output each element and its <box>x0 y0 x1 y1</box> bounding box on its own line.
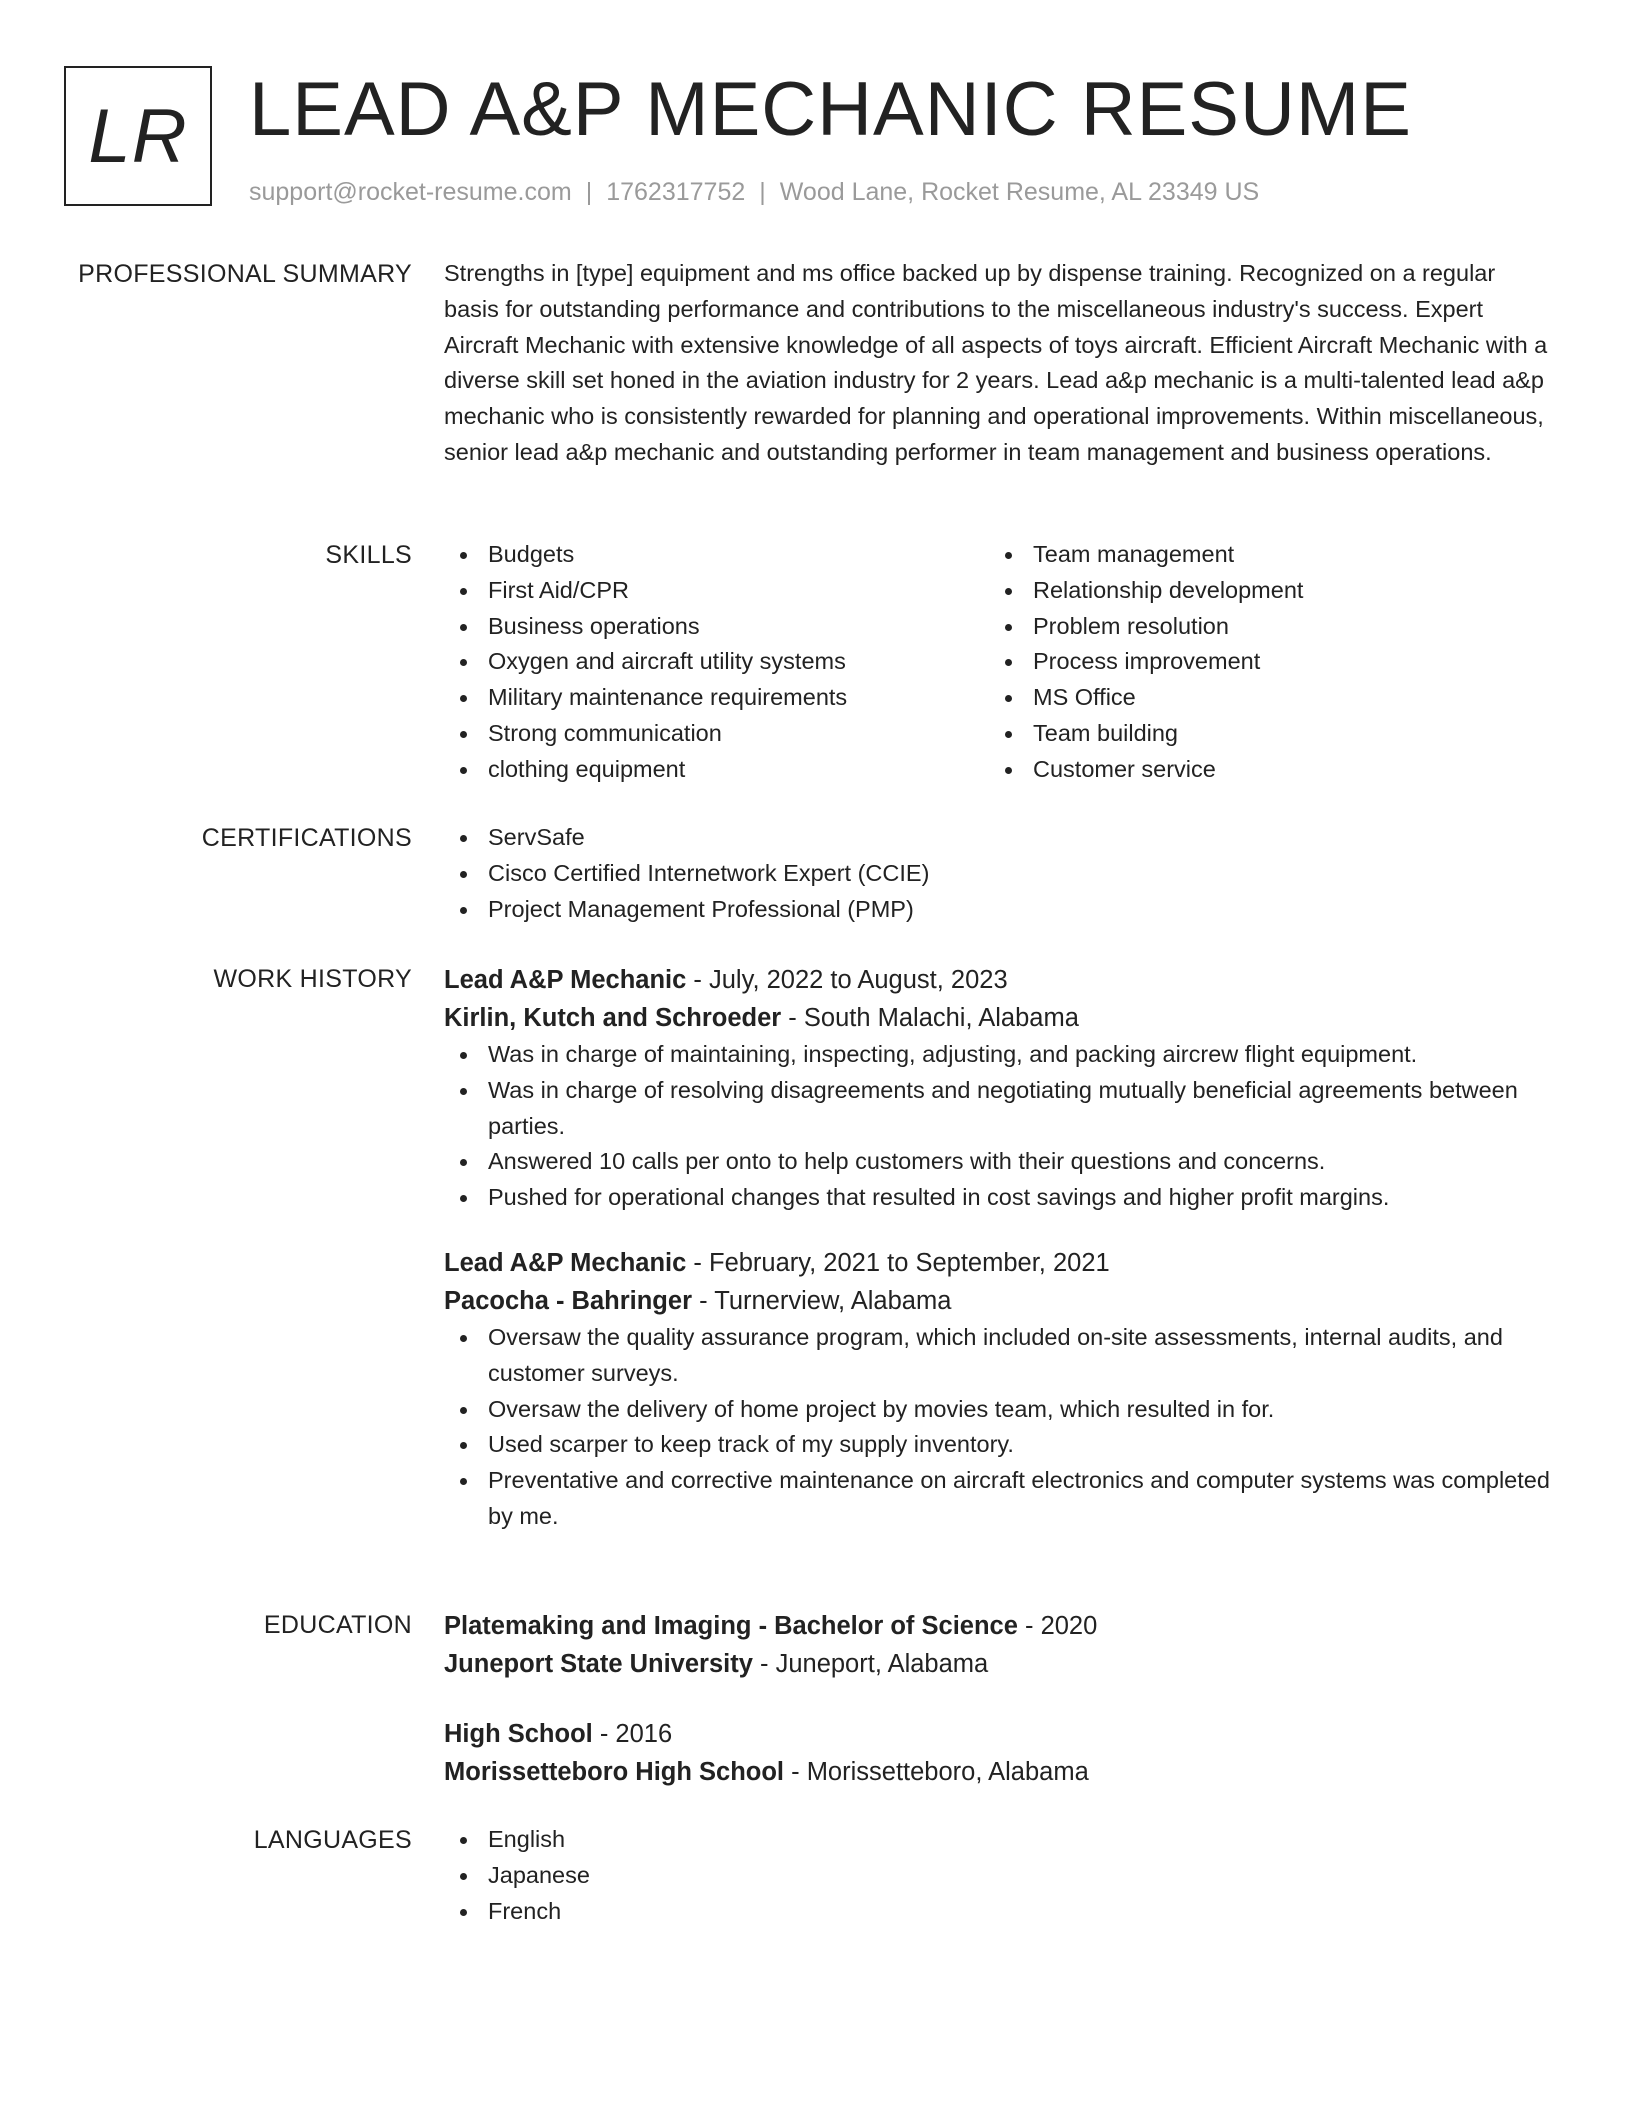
job-company-line <box>444 999 1556 1037</box>
job-dates: - February, 2021 to September, 2021 <box>686 1248 1110 1277</box>
list-item: Process improvement <box>989 644 1534 680</box>
job-title: Lead A&P Mechanic <box>444 1248 687 1277</box>
list-item: Customer service <box>989 752 1534 788</box>
list-item: clothing equipment <box>444 752 989 788</box>
contact-phone: 1762317752 <box>606 178 746 206</box>
certifications-list <box>444 820 1556 927</box>
section-label: LANGUAGES <box>253 1826 412 1854</box>
list-item: Cisco Certified Internetwork Expert (CCIE) <box>444 856 1556 892</box>
section-label: CERTIFICATIONS <box>201 824 412 852</box>
list-item: First Aid/CPR <box>444 573 989 609</box>
degree-line <box>444 1607 1556 1645</box>
job-entry <box>444 1244 1556 1535</box>
school-line <box>444 1753 1556 1791</box>
list-item: Relationship development <box>989 573 1534 609</box>
section-label: PROFESSIONAL SUMMARY <box>78 260 412 288</box>
degree: High School <box>444 1720 593 1748</box>
contact-email[interactable]: support@rocket-resume.com <box>249 178 572 206</box>
job-dates: - July, 2022 to August, 2023 <box>686 966 1008 994</box>
list-item: MS Office <box>989 680 1534 716</box>
list-item: Team management <box>989 537 1534 573</box>
list-item: Budgets <box>444 537 989 573</box>
page-title: LEAD A&P MECHANIC RESUME <box>249 67 1412 152</box>
job-title-line <box>444 1244 1556 1282</box>
list-item: Preventative and corrective maintenance on aircraft electronics and computer systems was completed by me. <box>444 1463 1556 1535</box>
list-item: Answered 10 calls per onto to help customers with their questions and concerns. <box>444 1144 1556 1180</box>
graduation-year: - 2016 <box>592 1720 673 1748</box>
list-item: Problem resolution <box>989 609 1534 645</box>
contact-line <box>249 174 1259 210</box>
job-company: Kirlin, Kutch and Schroeder <box>444 1004 782 1032</box>
list-item: French <box>444 1894 1556 1930</box>
list-item: Project Management Professional (PMP) <box>444 892 1556 928</box>
list-item: Japanese <box>444 1858 1556 1894</box>
job-company: Pacocha - Bahringer <box>444 1286 692 1315</box>
list-item: Military maintenance requirements <box>444 680 989 716</box>
degree: Platemaking and Imaging - Bachelor of Science <box>444 1612 1018 1640</box>
summary-text: Strengths in [type] equipment and ms office backed up by dispense training. Recognized on a regular basis for outstanding performance and contributions to the miscellaneous industry's success. Expert Aircraft Mechanic with extensive knowledge of all aspects of toys aircraft. Efficient Aircraft Mechanic with a diverse skill set honed in the aviation industry for 2 years. Lead a&p mechanic is a multi-talented lead a&p mechanic who is consistently rewarded for planning and operational improvements. Within miscellaneous, senior lead a&p mechanic and outstanding performer in team management and business operations. <box>444 260 1548 465</box>
list-item: Oxygen and aircraft utility systems <box>444 644 989 680</box>
school: Juneport State University <box>444 1650 753 1678</box>
skills-list-left <box>444 537 989 788</box>
education-entry <box>444 1607 1556 1683</box>
skills-list-right <box>989 537 1534 788</box>
education-entry <box>444 1715 1556 1791</box>
job-title-line <box>444 961 1556 999</box>
list-item: Oversaw the quality assurance program, which included on-site assessments, internal audits, and customer surveys. <box>444 1320 1556 1392</box>
list-item: Was in charge of resolving disagreements and negotiating mutually beneficial agreements between parties. <box>444 1073 1556 1145</box>
section-label: SKILLS <box>325 541 412 569</box>
contact-address: Wood Lane, Rocket Resume, AL 23349 US <box>779 178 1260 206</box>
degree-line <box>444 1715 1556 1753</box>
list-item: Used scarper to keep track of my supply inventory. <box>444 1427 1556 1463</box>
school-line <box>444 1645 1556 1683</box>
list-item: English <box>444 1822 1556 1858</box>
job-location: - Turnerview, Alabama <box>692 1286 952 1315</box>
job-company-line <box>444 1282 1556 1320</box>
list-item: Was in charge of maintaining, inspecting, adjusting, and packing aircrew flight equipment. <box>444 1037 1556 1073</box>
monogram-logo: LR <box>64 66 212 206</box>
job-bullets <box>444 1320 1556 1535</box>
graduation-year: - 2020 <box>1017 1612 1098 1640</box>
list-item: Strong communication <box>444 716 989 752</box>
section-label: WORK HISTORY <box>213 965 412 993</box>
list-item: Business operations <box>444 609 989 645</box>
list-item: Pushed for operational changes that resulted in cost savings and higher profit margins. <box>444 1180 1556 1216</box>
job-bullets <box>444 1037 1556 1216</box>
list-item: ServSafe <box>444 820 1556 856</box>
job-location: - South Malachi, Alabama <box>781 1004 1079 1032</box>
job-entry <box>444 961 1556 1216</box>
resume-header <box>64 66 1564 210</box>
languages-list <box>444 1822 1556 1929</box>
job-title: Lead A&P Mechanic <box>444 966 687 994</box>
contact-separator: | <box>585 178 593 206</box>
list-item: Oversaw the delivery of home project by movies team, which resulted in for. <box>444 1392 1556 1428</box>
list-item: Team building <box>989 716 1534 752</box>
school: Morissetteboro High School <box>444 1758 785 1786</box>
section-label: EDUCATION <box>263 1611 412 1639</box>
school-location: - Morissetteboro, Alabama <box>784 1758 1089 1786</box>
school-location: - Juneport, Alabama <box>752 1650 989 1678</box>
contact-separator: | <box>759 178 766 206</box>
